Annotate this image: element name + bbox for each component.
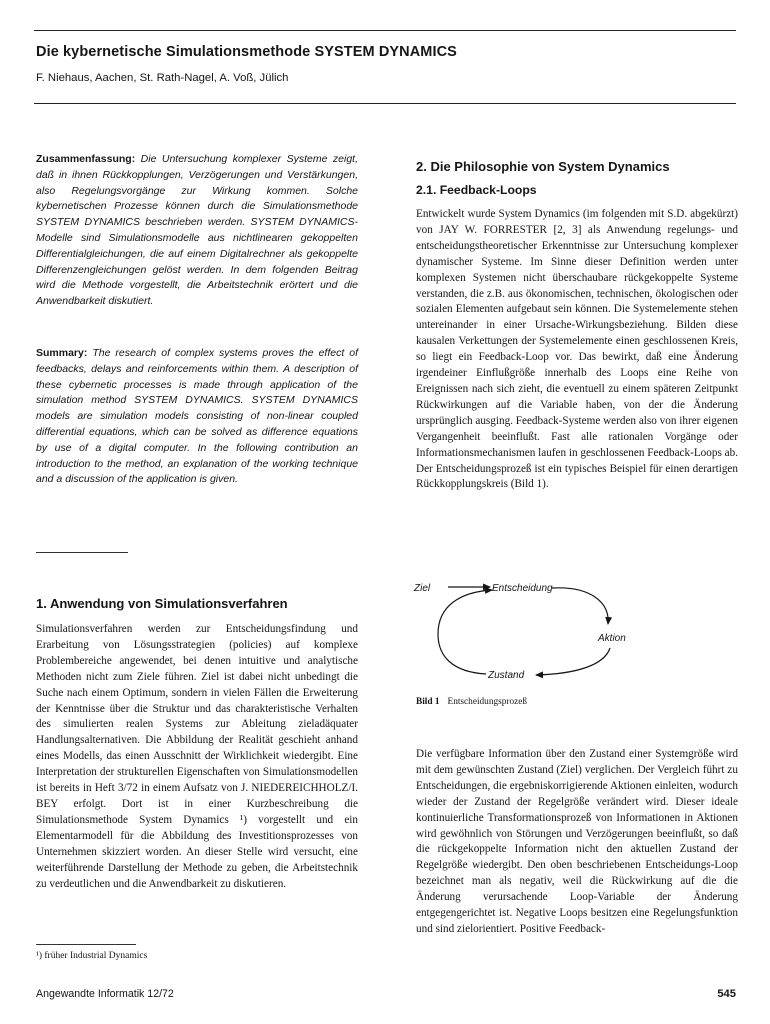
figure-1-caption xyxy=(416,697,738,707)
section-2-1-body-continued: Die verfügbare Information über den Zustand einer Systemgröße wird mit dem gewünschten Zustand (Ziel) verglichen. Der Vergleich führt zu Entscheidungen, die ergebniskorrigierende Aktionen einleiten, wodurch wieder der Zustand der Regelgröße verändert wird. Dieser ideale kontinuierliche Transformationsprozeß von Informationen in Aktionen wird gewöhnlich von Störungen und Verzögerungen beeinflußt, so daß die rückgekoppelte Information nicht den aktuellen Zustand der Regelgröße wiedergibt. Den oben beschriebenen Entscheidungs-Loop bezeichnet man als negativ, weil die Rückwirkung auf die die Änderung verursachende Loop-Variable der Änderung entgegengerichtet ist. Negative Loops besitzen eine Regelungsfunktion und sind zielorientiert. Positive Feedback- xyxy=(416,748,738,935)
article-title: Die kybernetische Simulationsmethode SYSTEM DYNAMICS xyxy=(36,44,457,60)
label-zustand: Zustand xyxy=(488,670,525,681)
abstract-german xyxy=(36,152,358,310)
section-1-body: Simulationsverfahren werden zur Entscheidungsfindung und Erarbeitung von Lösungsstrategien (policies) auf komplexe Problembereiche angewendet, bei denen intuitive und analytische Methoden nicht zum Ziele führen. Ziel ist dabei nicht unbedingt die Suche nach einem Optimum, sondern in vielen Fällen die Erweiterung der Kenntnisse über die Struktur und das charakteristische Verhalten des simulierten realen Systems zur Ableitung zieladäquater Handlungsalternativen. Die Abbildung der Realität geschieht anhand eines Modells, das einen Ausschnitt der Wirklichkeit wiedergibt. Eine Interpretation der strukturellen Eigenschaften von Simulationsmodellen ist bereits in Heft 3/72 in einem Aufsatz von J. NIEDEREICHHOLZ/I. BEY erfolgt. Dort ist in einer Kurzbeschreibung die Simulationsmethode System Dynamics ¹) vorgestellt und ein Elementarmodell für die Abbildung des Investitionsprozesses von Unternehmen skizziert worden. An dieser Stelle wird versucht, eine weiterführende Darstellung der Methode zu geben, die Arbeitstechnik zu verdeutlichen und die Anwendbarkeit zu diskutieren. xyxy=(36,623,358,890)
figure-1-caption-text: Entscheidungsprozeß xyxy=(447,697,528,707)
section-1-heading: 1. Anwendung von Simulationsverfahren xyxy=(36,596,288,611)
figure-1-caption-label: Bild 1 xyxy=(416,697,440,707)
abstract-english-text: The research of complex systems proves the effect of feedbacks, delays and reinforcements within them. A description of these cybernetic processes is made through application of the simulation method SYSTEM DYNAMICS. SYSTEM DYNAMICS models are simulation models consisting of non-linear coupled differential equations, which can be solved as difference equations by use of a digital computer. In the following contribution an introduction to the method, an explanation of the working technique and a discussion of the application is given. xyxy=(36,347,358,486)
abstract-english xyxy=(36,346,358,488)
page-number: 545 xyxy=(717,988,736,1000)
arrow-zustand-to-entscheidung xyxy=(438,590,492,674)
footnote: ¹) früher Industrial Dynamics xyxy=(36,951,148,961)
label-entscheidung: Entscheidung xyxy=(492,583,553,594)
feedback-loop-diagram xyxy=(412,576,652,686)
header-rule xyxy=(34,103,736,104)
label-ziel: Ziel xyxy=(414,583,431,594)
label-aktion: Aktion xyxy=(598,633,626,644)
arrow-aktion-to-zustand xyxy=(536,648,610,675)
section-2-1-heading: 2.1. Feedback-Loops xyxy=(416,183,537,197)
abstract-german-text: Die Untersuchung komplexer Systeme zeigt, daß in ihnen Rückkopplungen, Verzögerungen und Verstärkungen, also Regelungsvorgänge zur Wirkung kommen. Solche kybernetischen Prozesse können durch die Simulationsmethode SYSTEM DYNAMICS beschrieben werden. SYSTEM DYNAMICS-Modelle sind Simulationsmodelle aus nichtlinearen gekoppelten Differentialgleichungen, die auf einem Digitalrechner als gekoppelte Differenzengleichungen gelöst werden. In dem folgenden Beitrag wird die Methode vorgestellt, die Arbeitstechnik erörtert und die Anwendbarkeit diskutiert. xyxy=(36,153,358,308)
footnote-rule xyxy=(36,944,136,945)
abstract-end-rule xyxy=(36,552,128,553)
journal-footer: Angewandte Informatik 12/72 xyxy=(36,988,174,1000)
section-2-heading: 2. Die Philosophie von System Dynamics xyxy=(416,159,670,174)
abstract-german-label: Zusammenfassung: xyxy=(36,153,136,165)
section-2-1-body: Entwickelt wurde System Dynamics (im folgenden mit S.D. abgekürzt) von JAY W. FORRESTER [2, 3] als Anwendung regelungs- und entscheidungstheoretischer Erkenntnisse zur Untersuchung komplexer dynamischer Systeme. Im Sinne dieser Definition werden unter komplexen Systemen nicht überschaubare rückgekoppelte Systeme verstanden, die z.B. aus ökonomischen, technischen, ökologischen oder sozialen Elementen aufgebaut sein können. Die Systemelemente stehen untereinander in einer Ursache-Wirkungsbeziehung. Bilden diese kausalen Verkettungen der Systemelemente einen geschlossenen Kreis, so liegt ein Feedback-Loop vor. Das bewirkt, daß eine Änderung irgendeiner Einflußgröße innerhalb des Loops eine Reihe von Ereignissen nach sich zieht, die eventuell zu einem späteren Zeitpunkt Rückwirkungen auf die Variable haben, von der die Änderung ursprünglich ausging. Feedback-Systeme werden also von ihrer eigenen Vergangenheit beeinflußt. Fast alle rationalen Vorgänge oder Informationsmechanismen laufen in geschlossenen Feedback-Loops ab. Der Entscheidungsprozeß ist ein typisches Beispiel für einen derartigen Rückkopplungskreis (Bild 1). xyxy=(416,208,738,491)
top-rule xyxy=(34,30,736,31)
abstract-english-label: Summary: xyxy=(36,347,88,359)
article-authors: F. Niehaus, Aachen, St. Rath-Nagel, A. Voß, Jülich xyxy=(36,72,289,84)
arrow-entscheidung-to-aktion xyxy=(552,588,608,624)
